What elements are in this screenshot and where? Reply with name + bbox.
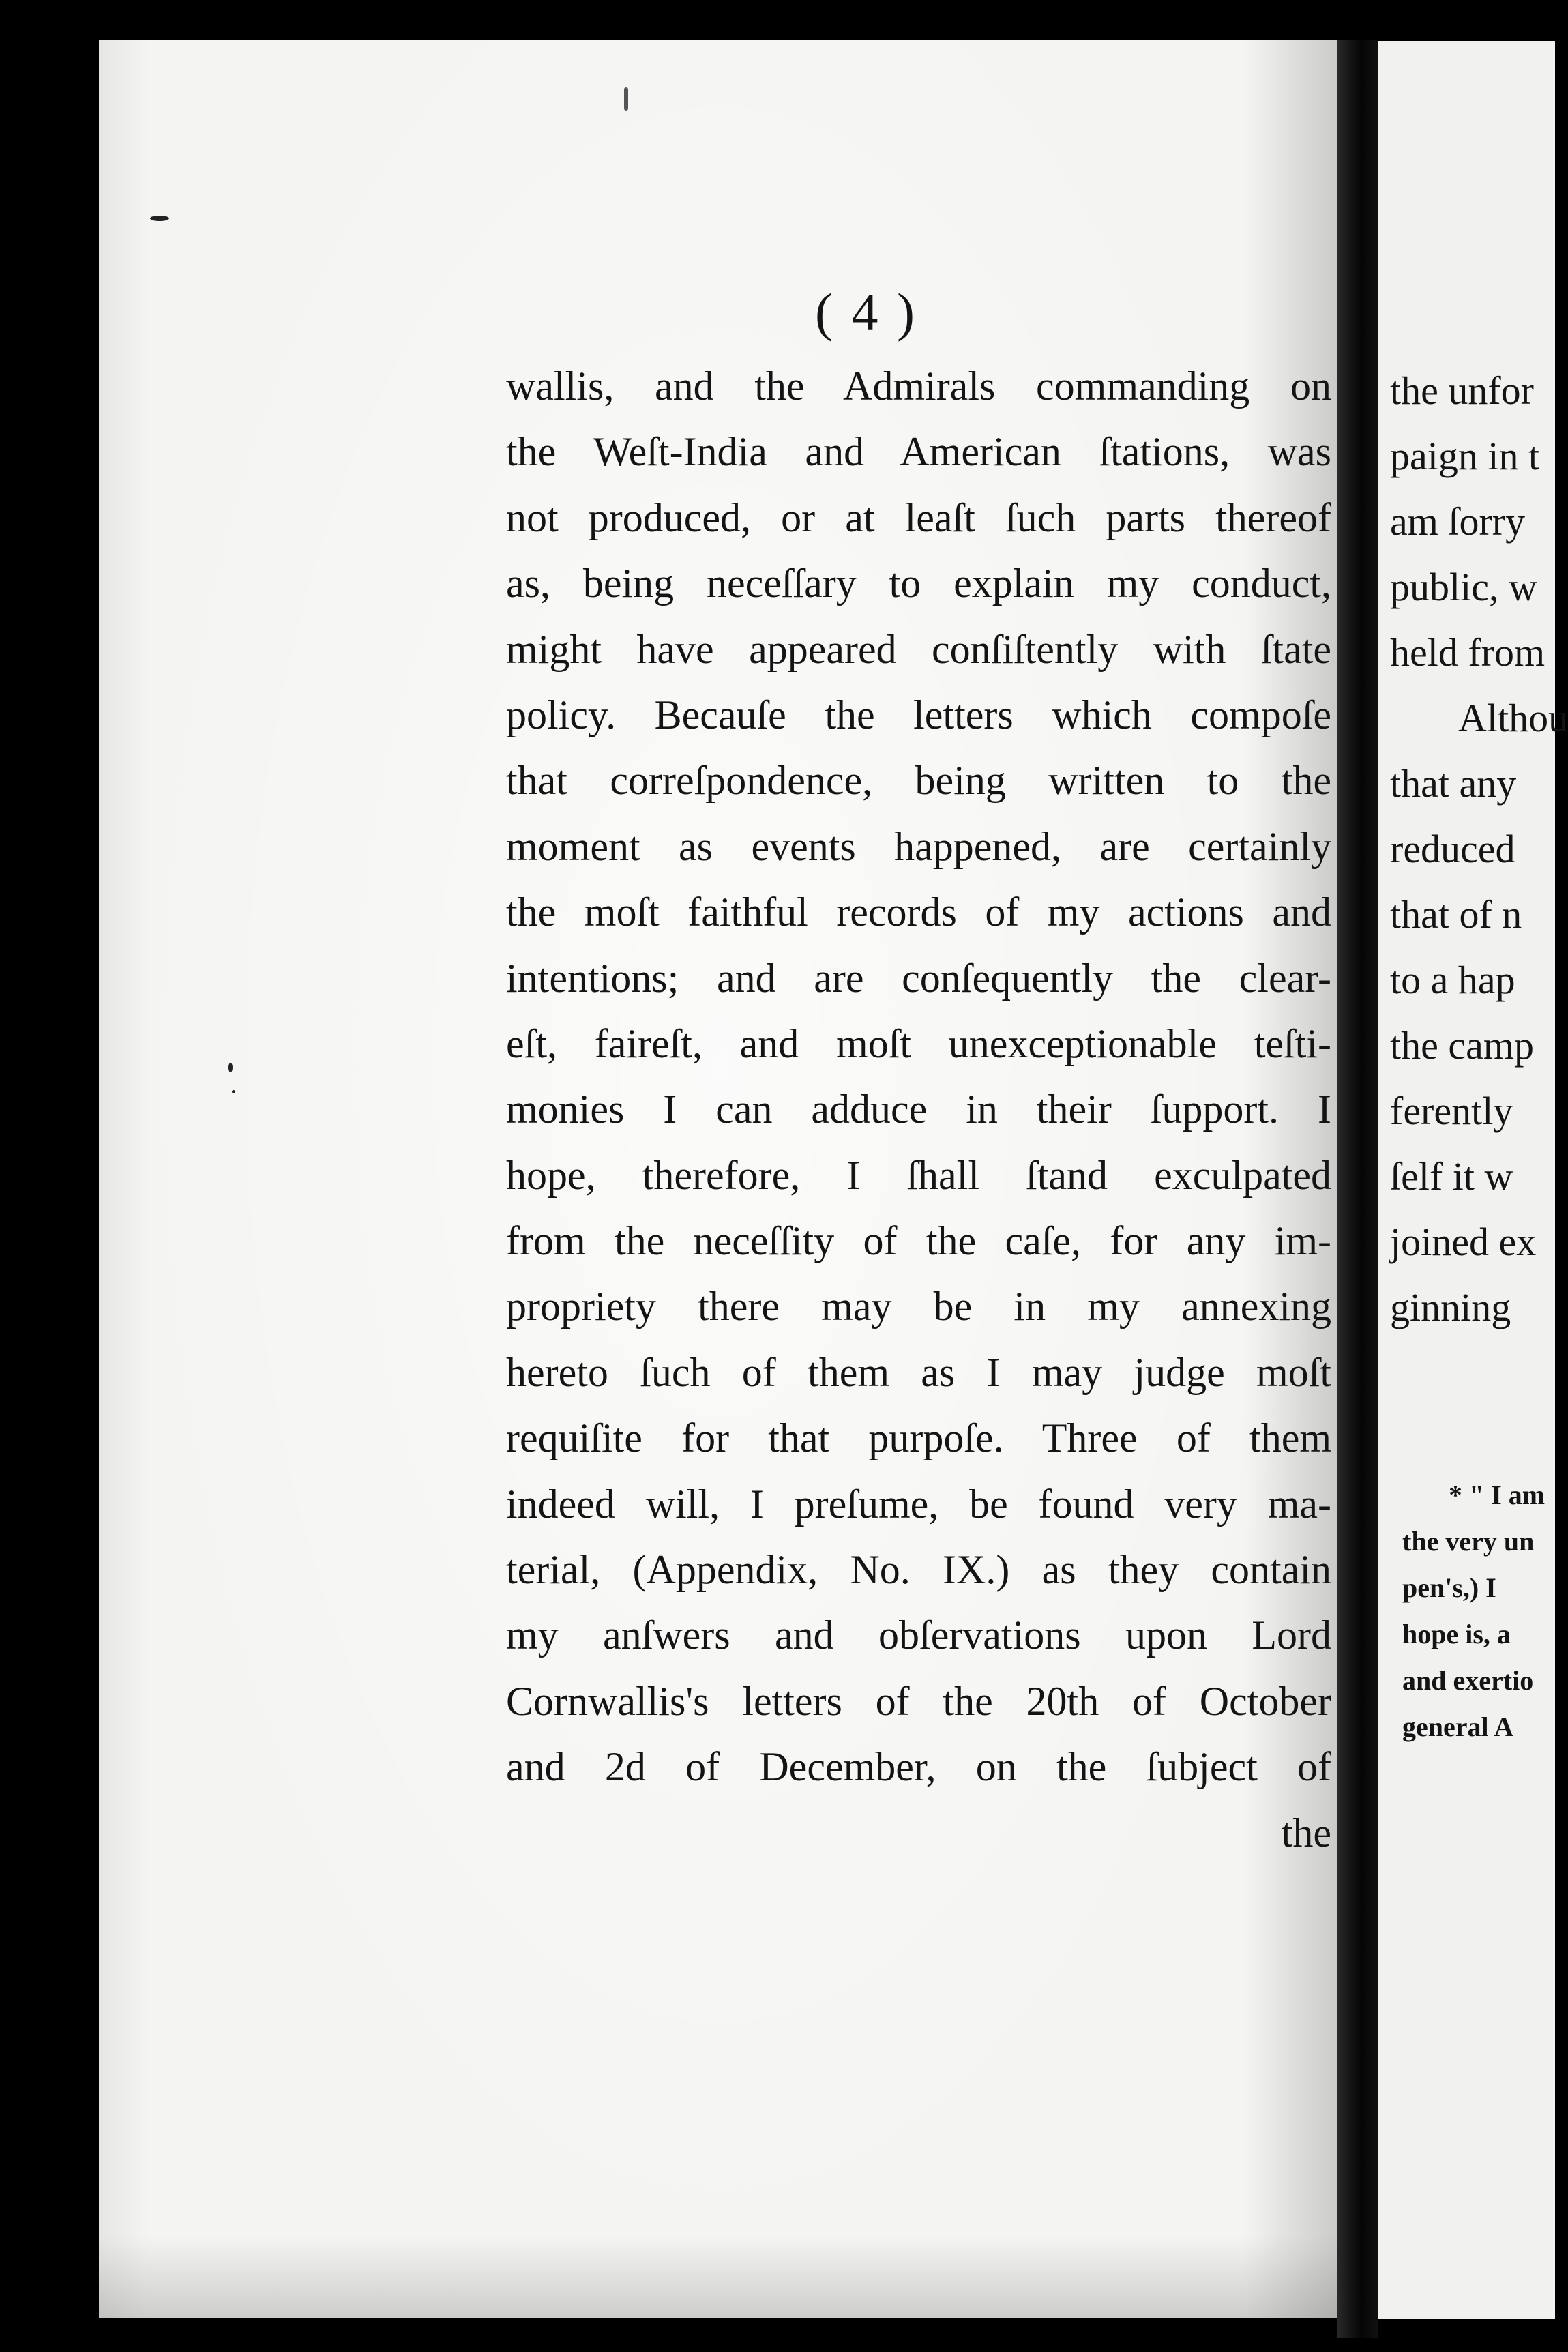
- text-line: as, being neceſſary to explain my conduct,: [506, 561, 1331, 606]
- fragment-line: the camp: [1390, 1023, 1534, 1068]
- text-line: eſt, faireſt, and moſt unexceptionable teſti-: [506, 1020, 1331, 1066]
- text-line: that correſpondence, being written to the: [506, 758, 1331, 804]
- footnote-line: pen's,) I: [1402, 1572, 1496, 1603]
- text-line: indeed will, I preſume, be found very ma-: [506, 1481, 1331, 1527]
- footnote-line: hope is, a: [1402, 1619, 1511, 1649]
- text-line: the Weſt-India and American ſtations, was: [506, 429, 1331, 475]
- text-line: wallis, and the Admirals commanding on: [506, 364, 1331, 409]
- fragment-line: the unfor: [1390, 368, 1534, 413]
- fragment-line: that of n: [1390, 892, 1522, 937]
- fragment-line: reduced: [1390, 827, 1515, 871]
- text-line: Cornwallis's letters of the 20th of October: [506, 1678, 1331, 1724]
- right-page-text: [1390, 358, 1568, 1340]
- text-line: policy. Becauſe the letters which compoſe: [506, 692, 1331, 737]
- page-gutter-shadow: [1337, 40, 1378, 2338]
- text-line: hereto ſuch of them as I may judge moſt: [506, 1349, 1331, 1395]
- footnote-line: and exertio: [1402, 1665, 1534, 1696]
- footnote-line: the very un: [1402, 1526, 1535, 1557]
- text-line: terial, (Appendix, No. IX.) as they contain: [506, 1547, 1331, 1593]
- fragment-line: ferently: [1390, 1089, 1513, 1133]
- text-line: might have appeared conſiſtently with ſtate: [506, 626, 1331, 672]
- text-line: from the neceſſity of the caſe, for any im-: [506, 1218, 1331, 1264]
- text-line: monies I can adduce in their ſupport. I: [506, 1087, 1331, 1132]
- text-line: and 2d of December, on the ſubject of: [506, 1744, 1331, 1790]
- text-line: hope, therefore, I ſhall ſtand exculpated: [506, 1152, 1331, 1198]
- text-line: not produced, or at leaſt ſuch parts thereof: [506, 495, 1331, 540]
- page-number: ( 4 ): [815, 282, 917, 342]
- text-line: moment as events happened, are certainly: [506, 823, 1331, 869]
- body-text: [506, 353, 1331, 1866]
- fragment-line: paign in t: [1390, 434, 1540, 478]
- footnote-line: general A: [1402, 1711, 1514, 1742]
- fragment-line: ginning: [1390, 1285, 1511, 1329]
- text-line: my anſwers and obſervations upon Lord: [506, 1613, 1331, 1658]
- fragment-line: joined ex: [1390, 1220, 1537, 1264]
- fragment-line: public, w: [1390, 565, 1537, 609]
- text-line: requiſite for that purpoſe. Three of them: [506, 1415, 1331, 1461]
- fragment-line: to a hap: [1390, 958, 1515, 1002]
- footnote-line: * " I am: [1449, 1480, 1545, 1510]
- text-line: the moſt faithful records of my actions and: [506, 890, 1331, 935]
- left-page: [99, 40, 1344, 2318]
- right-page-footnote: [1402, 1472, 1545, 1750]
- fragment-line: ſelf it w: [1390, 1154, 1513, 1199]
- text-line: propriety there may be in my annexing: [506, 1284, 1331, 1329]
- ink-speck: [228, 1063, 233, 1072]
- ink-speck: [150, 216, 169, 221]
- right-page-fragment: [1378, 41, 1568, 2319]
- fragment-line: am ſorry: [1390, 499, 1526, 544]
- catchword: the: [1281, 1810, 1331, 1855]
- fragment-line: Althou: [1458, 696, 1568, 740]
- fragment-line: that any: [1390, 761, 1517, 806]
- ink-speck: [624, 87, 628, 111]
- page-bottom-edge: [99, 2236, 1344, 2318]
- text-line: intentions; and are conſequently the clear-: [506, 955, 1331, 1001]
- ink-speck: [232, 1090, 235, 1093]
- fragment-line: held from: [1390, 630, 1545, 675]
